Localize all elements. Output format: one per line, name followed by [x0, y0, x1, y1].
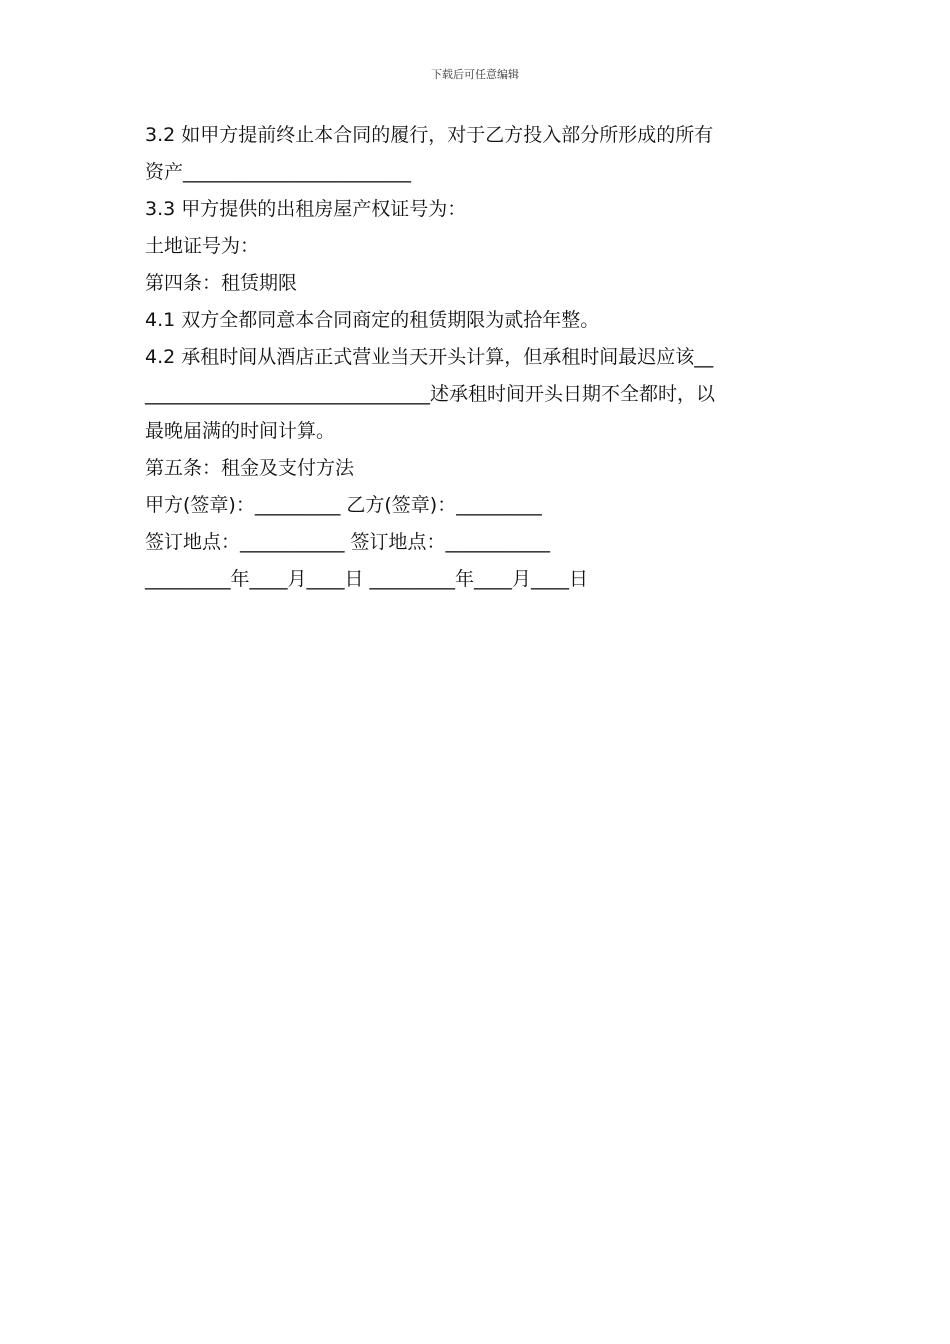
document-body — [145, 117, 810, 598]
clause-3-2-line-1: 3.2 如甲方提前终止本合同的履行，对于乙方投入部分所形成的所有 — [145, 124, 714, 146]
clause-4-1: 4.1 双方全都同意本合同商定的租赁期限为贰拾年整。 — [145, 309, 600, 331]
land-certificate-line: 土地证号为： — [145, 235, 260, 257]
clause-3-2-line-2: 资产________________________ — [145, 161, 412, 183]
signing-date-line: _________年____月____日 _________年____月____日 — [145, 568, 589, 590]
page-header-note: 下载后可任意编辑 — [431, 68, 519, 81]
clause-4-2-line-3: 最晚届满的时间计算。 — [145, 420, 336, 442]
article-5-heading: 第五条：租金及支付方法 — [145, 457, 355, 479]
article-4-heading: 第四条：租赁期限 — [145, 272, 298, 294]
clause-3-3: 3.3 甲方提供的出租房屋产权证号为： — [145, 198, 467, 220]
clause-4-2-line-1: 4.2 承租时间从酒店正式营业当天开头计算，但承租时间最迟应该__ — [145, 346, 714, 368]
clause-4-2-line-2: ______________________________述承租时间开头日期不全都时，以 — [145, 383, 716, 405]
signature-line: 甲方(签章)：_________ 乙方(签章)：_________ — [145, 494, 542, 516]
signing-place-line: 签订地点：___________ 签订地点：___________ — [145, 531, 551, 553]
